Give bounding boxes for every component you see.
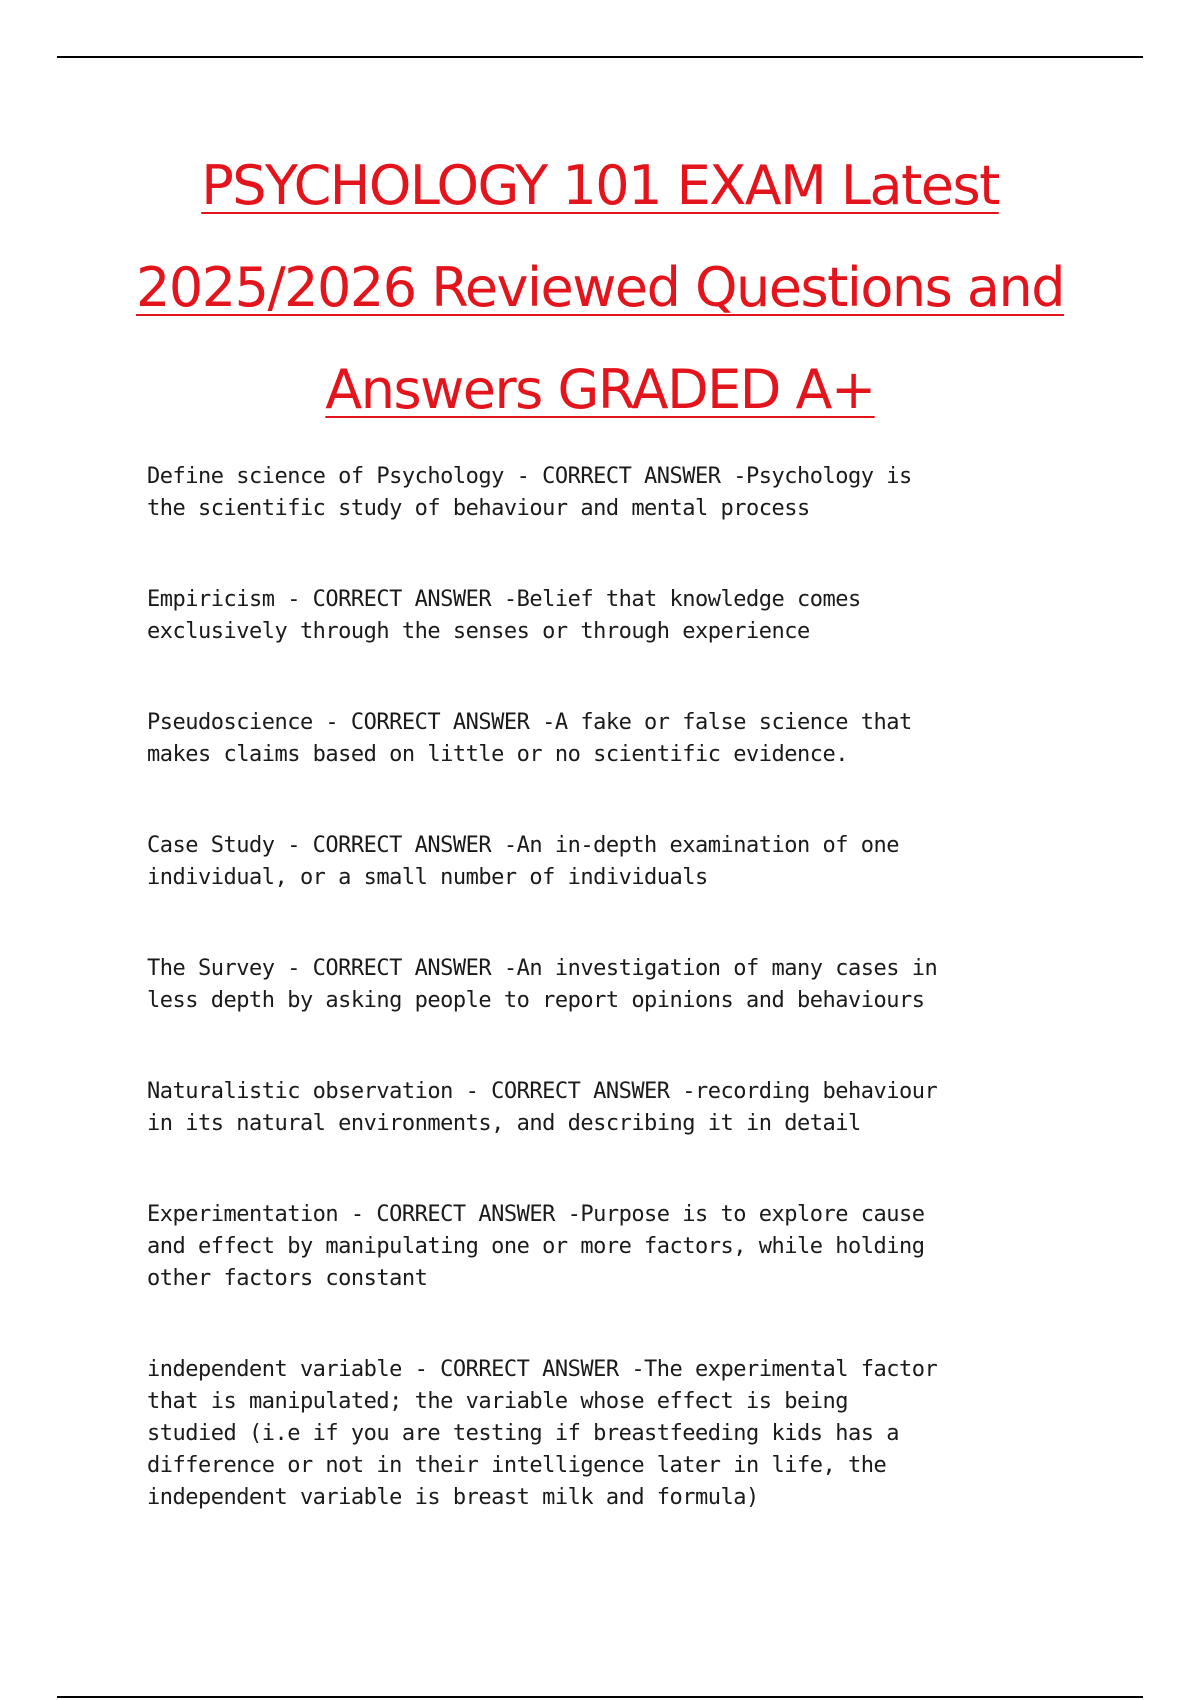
qa-item-independent-variable: independent variable - CORRECT ANSWER -The experimental factor that is manipulated; the variable whose effect is being studied (i.e if you are testing if breastfeeding kids has a difference or not in their intelligence later in life, the independent variable is breast milk and formula) <box>147 1357 938 1510</box>
qa-item-psychology: Define science of Psychology - CORRECT ANSWER -Psychology is the scientific study of behaviour and mental process <box>147 464 912 521</box>
qa-item-empiricism: Empiricism - CORRECT ANSWER -Belief that knowledge comes exclusively through the senses or through experience <box>147 587 861 644</box>
bottom-rule <box>57 1696 1143 1698</box>
qa-item-pseudoscience: Pseudoscience - CORRECT ANSWER -A fake or false science that makes claims based on little or no scientific evidence. <box>147 710 912 767</box>
qa-item-experimentation: Experimentation - CORRECT ANSWER -Purpose is to explore cause and effect by manipulating one or more factors, while holding other factors constant <box>147 1202 925 1291</box>
qa-list <box>147 461 1067 1573</box>
top-rule <box>57 56 1143 58</box>
title-line-1: PSYCHOLOGY 101 EXAM Latest <box>201 154 999 217</box>
qa-item-case-study: Case Study - CORRECT ANSWER -An in-depth examination of one individual, or a small number of individuals <box>147 833 899 890</box>
document-title <box>100 135 1100 441</box>
title-line-3: Answers GRADED A+ <box>325 358 875 421</box>
qa-item-survey: The Survey - CORRECT ANSWER -An investigation of many cases in less depth by asking people to report opinions and behaviours <box>147 956 938 1013</box>
qa-item-naturalistic-observation: Naturalistic observation - CORRECT ANSWER -recording behaviour in its natural environments, and describing it in detail <box>147 1079 938 1136</box>
title-line-2: 2025/2026 Reviewed Questions and <box>136 256 1064 319</box>
